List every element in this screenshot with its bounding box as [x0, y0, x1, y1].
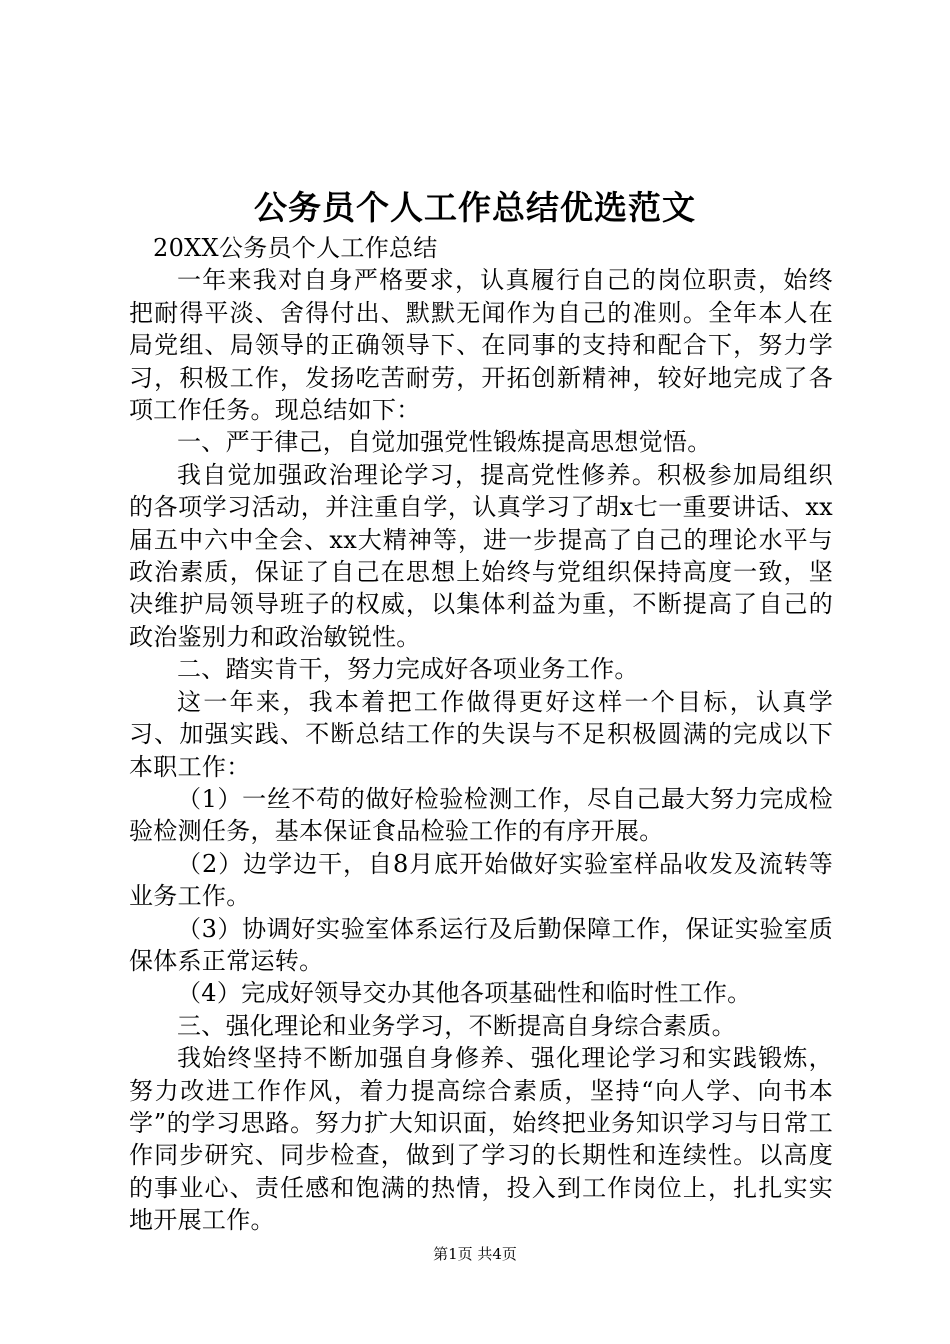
paragraph: 这一年来，我本着把工作做得更好这样一个目标，认真学习、加强实践、不断总结工作的失误与不足积极圆满的完成以下本职工作： — [129, 687, 833, 781]
paragraph: 我自觉加强政治理论学习，提高党性修养。积极参加局组织的各项学习活动，并注重自学，认真学习了胡x七一重要讲话、xx届五中六中全会、xx大精神等，进一步提高了自己的理论水平与政治素质，保证了自己在思想上始终与党组织保持高度一致，坚决维护局领导班子的权威，以集体利益为重，不断提高了自己的政治鉴别力和政治敏锐性。 — [129, 460, 833, 651]
list-item: （4）完成好领导交办其他各项基础性和临时性工作。 — [177, 979, 752, 1008]
section-heading: 一、严于律己，自觉加强党性锻炼提高思想觉悟。 — [177, 428, 712, 457]
page-footer: 第1页 共4页 — [433, 1245, 517, 1263]
document-body — [129, 232, 833, 1237]
paragraph-subtitle: 20XX公务员个人工作总结 — [153, 234, 438, 262]
list-item: （2）边学边干，自8月底开始做好实验室样品收发及流转等业务工作。 — [129, 849, 833, 911]
list-item: （1）一丝不苟的做好检验检测工作，尽自己最大努力完成检验检测任务，基本保证食品检验工作的有序开展。 — [129, 784, 833, 846]
document-title: 公务员个人工作总结优选范文 — [254, 188, 696, 227]
list-item: （3）协调好实验室体系运行及后勤保障工作，保证实验室质保体系正常运转。 — [129, 914, 833, 975]
paragraph: 我始终坚持不断加强自身修养、强化理论学习和实践锻炼，努力改进工作作风，着力提高综合素质，坚持“向人学、向书本学”的学习思路。努力扩大知识面，始终把业务知识学习与日常工作同步研究、同步检查，做到了学习的长期性和连续性。以高度的事业心、责任感和饱满的热情，投入到工作岗位上，扎扎实实地开展工作。 — [129, 1044, 833, 1235]
section-heading: 二、踏实肯干，努力完成好各项业务工作。 — [177, 655, 639, 684]
section-heading: 三、强化理论和业务学习，不断提高自身综合素质。 — [177, 1011, 736, 1040]
paragraph: 一年来我对自身严格要求，认真履行自己的岗位职责，始终把耐得平淡、舍得付出、默默无闻作为自己的准则。全年本人在局党组、局领导的正确领导下、在同事的支持和配合下，努力学习，积极工作，发扬吃苦耐劳，开拓创新精神，较好地完成了各项工作任务。现总结如下： — [129, 266, 833, 425]
